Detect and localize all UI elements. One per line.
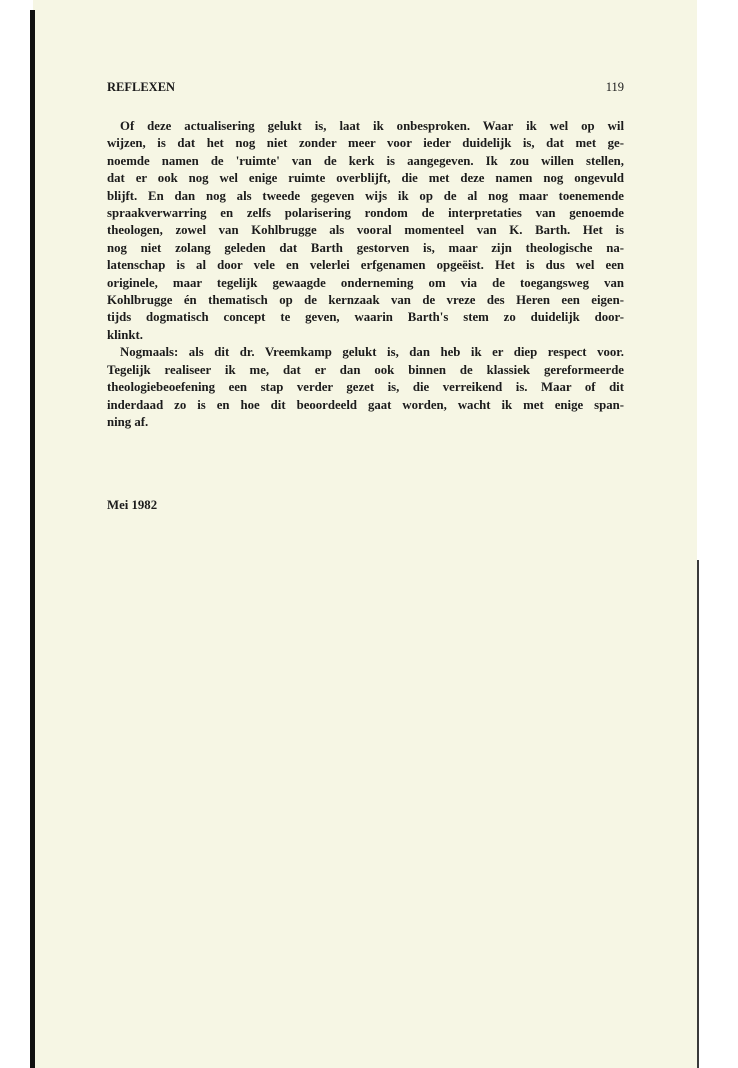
text-line: klinkt.: [107, 327, 143, 342]
text-line: Nogmaals: als dit dr. Vreemkamp gelukt is, dan heb ik er diep respect voor.: [120, 345, 624, 360]
text-line: Tegelijk realiseer ik me, dat er dan ook binnen de klassiek gereformeerde: [107, 362, 624, 377]
text-line: blijft. En dan nog als tweede gegeven wijs ik op de al nog maar toenemende: [107, 188, 624, 203]
text-line: theologen, zowel van Kohlbrugge als vooral momenteel van K. Barth. Het is: [107, 223, 624, 238]
page-edge-line: [697, 560, 699, 1068]
text-line: ning af.: [107, 414, 149, 429]
running-title: REFLEXEN: [107, 80, 176, 94]
scan-margin-right: [697, 0, 738, 1068]
text-line: dat er ook nog wel enige ruimte overblijft, die met deze namen nog ongevuld: [107, 171, 624, 186]
text-line: noemde namen de 'ruimte' van de kerk is aangegeven. Ik zou willen stellen,: [107, 153, 624, 168]
text-line: wijzen, is dat het nog niet zonder meer voor ieder duidelijk is, dat met ge-: [107, 136, 624, 151]
page-number: 119: [605, 80, 624, 94]
date-signoff: Mei 1982: [107, 498, 158, 512]
text-line: nog niet zolang geleden dat Barth gestorven is, maar zijn theologische na-: [107, 240, 624, 255]
binding-edge-shadow: [30, 10, 35, 1068]
text-line: inderdaad zo is en hoe dit beoordeeld gaat worden, wacht ik met enige span-: [107, 397, 624, 412]
paragraph-1: [107, 118, 624, 344]
text-line: tijds dogmatisch concept te geven, waarin Barth's stem zo duidelijk door-: [107, 310, 624, 325]
text-line: spraakverwarring en zelfs polarisering rondom de interpretaties van genoemde: [107, 206, 624, 221]
text-line: latenschap is al door vele en velerlei erfgenamen opgeëist. Het is dus wel een: [107, 258, 624, 273]
paragraph-2: [107, 344, 624, 431]
body-text: [107, 118, 624, 431]
text-line: Kohlbrugge én thematisch op de kernzaak van de vreze des Heren een eigen-: [107, 293, 624, 308]
text-line: theologiebeoefening een stap verder gezet is, die verreikend is. Maar of dit: [107, 380, 624, 395]
page-header: [107, 80, 624, 96]
text-line: Of deze actualisering gelukt is, laat ik onbesproken. Waar ik wel op wil: [120, 119, 624, 133]
text-line: originele, maar tegelijk gewaagde onderneming om via de toegangsweg van: [107, 275, 624, 290]
